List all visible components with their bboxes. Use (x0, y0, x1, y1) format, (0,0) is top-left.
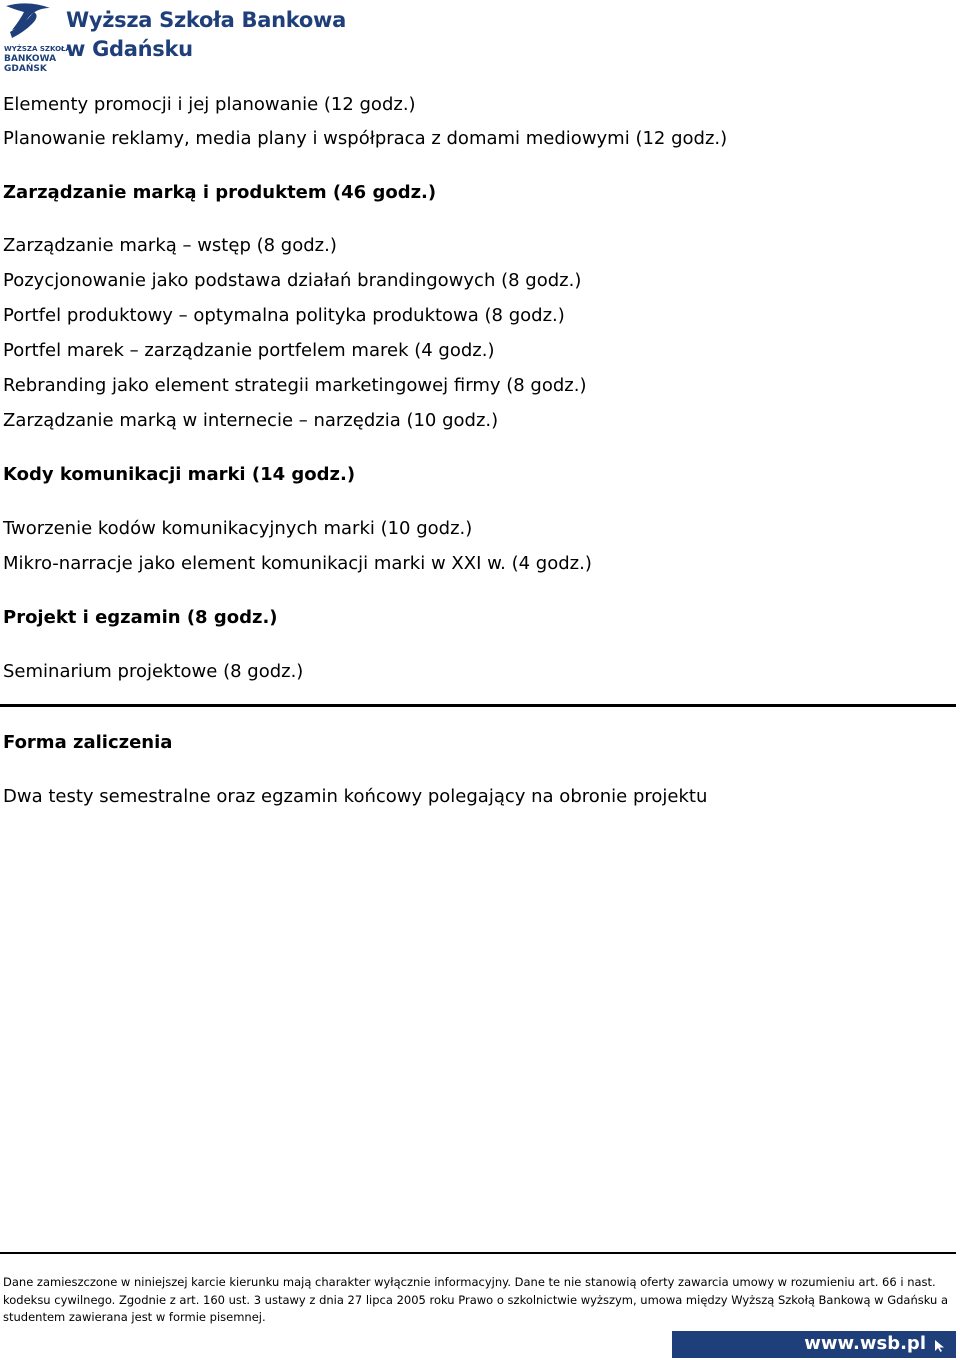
footer-disclaimer (3, 1274, 949, 1327)
institution-name (66, 6, 346, 64)
institution-name-line1: Wyższa Szkoła Bankowa (66, 8, 346, 32)
institution-name-line2: w Gdańsku (66, 37, 193, 61)
topic-line: Zarządzanie marką – wstęp (8 godz.) (3, 235, 337, 256)
topic-line: Zarządzanie marką w internecie – narzędzia (10 godz.) (3, 410, 499, 431)
topic-line: Planowanie reklamy, media plany i współpraca z domami mediowymi (12 godz.) (3, 128, 728, 149)
topic-line: Rebranding jako element strategii marketingowej firmy (8 godz.) (3, 375, 587, 396)
section-heading: Projekt i egzamin (8 godz.) (3, 607, 278, 628)
website-link[interactable]: www.wsb.pl (804, 1333, 926, 1354)
footer (0, 1252, 960, 1360)
assessment-heading: Forma zaliczenia (3, 732, 173, 753)
section-divider (0, 704, 956, 707)
topic-line: Tworzenie kodów komunikacyjnych marki (10 godz.) (3, 518, 473, 539)
wsb-gdansk-logo-icon (2, 2, 71, 74)
footer-divider (0, 1252, 956, 1254)
website-badge[interactable] (672, 1331, 956, 1358)
disclaimer-line: studentem zawierana jest w formie pisemnej. (3, 1310, 266, 1324)
assessment-text: Dwa testy semestralne oraz egzamin końcowy polegający na obronie projektu (3, 786, 708, 807)
disclaimer-line: kodeksu cywilnego. Zgodnie z art. 160 ust. 3 ustawy z dnia 27 lipca 2005 roku Prawo o szkolnictwie wyższym, umowa między Wyższą Szkołą Bankową w Gdańsku a (3, 1292, 949, 1307)
svg-text:GDAŃSK: GDAŃSK (4, 64, 47, 74)
svg-text:BANKOWA: BANKOWA (4, 54, 57, 64)
topic-line: Elementy promocji i jej planowanie (12 godz.) (3, 94, 416, 115)
disclaimer-line: Dane zamieszczone w niniejszej karcie kierunku mają charakter wyłącznie informacyjny. Dane te nie stanowią oferty zawarcia umowy w rozumieniu art. 66 i nast. (3, 1275, 936, 1289)
topic-line: Mikro-narracje jako element komunikacji marki w XXI w. (4 godz.) (3, 553, 592, 574)
section-heading: Zarządzanie marką i produktem (46 godz.) (3, 182, 437, 203)
topic-line: Seminarium projektowe (8 godz.) (3, 661, 304, 682)
svg-text:WYŻSZA SZKOŁA: WYŻSZA SZKOŁA (4, 45, 71, 53)
topic-line: Portfel marek – zarządzanie portfelem marek (4 godz.) (3, 340, 495, 361)
header (2, 2, 402, 74)
topic-line: Portfel produktowy – optymalna polityka produktowa (8 godz.) (3, 305, 565, 326)
topic-line: Pozycjonowanie jako podstawa działań brandingowych (8 godz.) (3, 270, 582, 291)
section-heading: Kody komunikacji marki (14 godz.) (3, 464, 356, 485)
cursor-arrow-icon (934, 1339, 946, 1353)
